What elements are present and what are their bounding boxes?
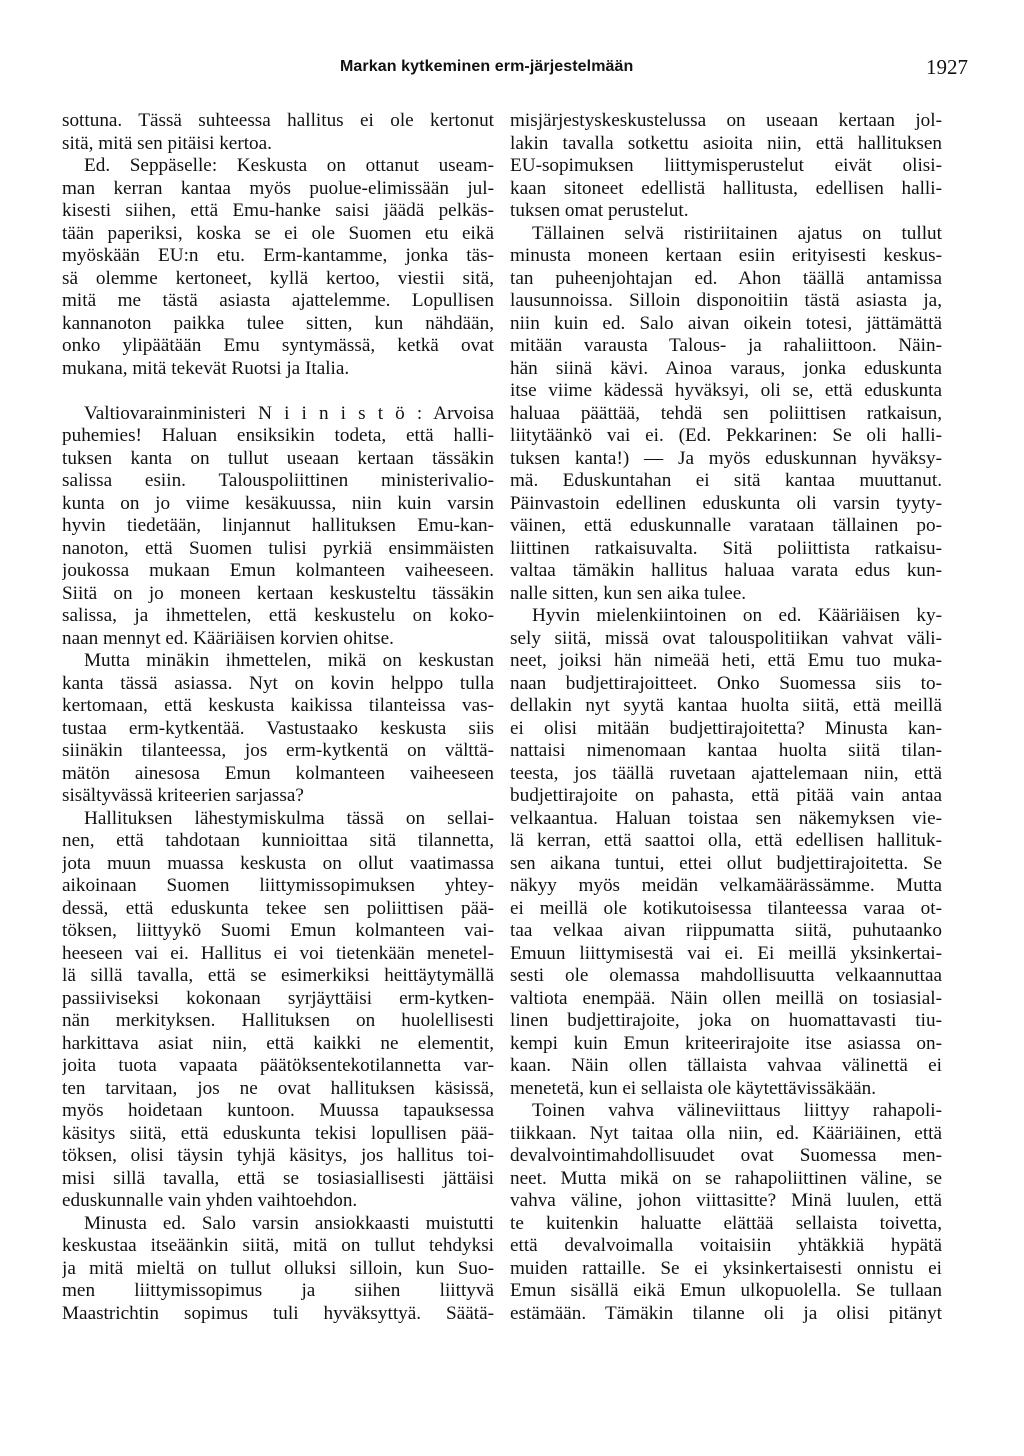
text-line: mitään varausta Talous- ja rahaliittoon. Näin- [510, 335, 942, 356]
text-line: linen budjettirajoite, joka on huomattavasti tiu- [510, 1010, 942, 1031]
text-line: tiikkaan. Nyt taitaa olla niin, ed. Kääriäinen, että [510, 1122, 942, 1144]
text-line: devalvointimahdollisuudet ovat Suomessa men- [510, 1145, 942, 1166]
text-line: valtiota enempää. Näin ollen meillä on tosiasial- [510, 987, 942, 1009]
text-line: hän siinä kävi. Ainoa varaus, jonka eduskunta [510, 357, 942, 379]
text-line: passiiviseksi kokonaan syrjäyttäisi erm-kytken- [62, 987, 494, 1009]
text-line: mukana, mitä tekevät Ruotsi ja Italia. [62, 357, 350, 379]
text-line: Hallituksen lähestymiskulma tässä on sellai- [84, 807, 494, 829]
text-line: budjettirajoite on pahasta, että pitää vain antaa [510, 785, 942, 806]
text-line: sely siitä, missä ovat talouspolitiikan vahvat väli- [510, 627, 942, 649]
text-line: myöskään EU:n etu. Erm-kantamme, jonka täs- [62, 245, 494, 266]
text-line: teesta, jos täällä ruvetaan ajattelemaan niin, että [510, 762, 942, 784]
text-line: jota muun muassa keskusta on ollut vaatimassa [62, 852, 494, 874]
text-line: man kerran kantaa myös puolue-elimissään jul- [62, 177, 494, 199]
text-line: sen aikana tuntui, ettei ollut budjettirajoitetta. Se [510, 852, 942, 874]
left-column [62, 110, 494, 1325]
text-line: vahva väline, johon viittasitte? Minä luulen, että [510, 1190, 942, 1211]
text-line: Toinen vahva välineviittaus liittyy rahapoli- [532, 1100, 942, 1121]
text-line: töksen, olisi täysin tyhjä käsitys, jos hallitus toi- [62, 1145, 494, 1166]
text-line: misjärjestyskeskustelussa on useaan kertaan jol- [510, 110, 942, 131]
text-line: nalle sitten, kun sen aika tulee. [510, 582, 747, 604]
text-line: ten tarvitaan, jos ne ovat hallituksen käsissä, [62, 1077, 494, 1099]
text-line: lakin tavalla sotkettu asioita niin, että hallituksen [510, 132, 942, 154]
text-line: lä sillä tavalla, että se esimerkiksi heittäytymällä [62, 965, 494, 986]
text-line: tuksen kanta on tullut useaan kertaan tässäkin [62, 447, 494, 469]
text-line: aikoinaan Suomen liittymissopimuksen yhtey- [62, 875, 494, 896]
text-line: nen, että tahdotaan kunnioittaa sitä tilannetta, [62, 830, 494, 851]
right-column [510, 110, 942, 1325]
text-line: kaan. Näin ollen tällaista vahvaa välinettä ei [510, 1055, 942, 1076]
text-line: siinäkin tilanteessa, jos erm-kytkentä on välttä- [62, 740, 494, 761]
text-line: taa velkaa aivan riippumatta siitä, puhutaanko [510, 920, 942, 941]
text-line: minusta moneen kertaan esiin erityisesti keskus- [510, 245, 942, 266]
text-line: Päinvastoin edellinen eduskunta oli varsin tyyty- [510, 492, 942, 514]
text-line: sitä, mitä sen pitäisi kertoa. [62, 132, 272, 154]
text-line: liittinen ratkaisuvalta. Sitä poliittista ratkaisu- [510, 537, 942, 559]
text-line: itse viime kädessä hyväksyi, oli se, että eduskunta [510, 380, 942, 401]
text-line: kanta tässä asiassa. Nyt on kovin helppo tulla [62, 672, 494, 694]
text-line: Emuun liittymisestä vai ei. Ei meillä yksinkertai- [510, 942, 942, 964]
text-line: EU-sopimuksen liittymisperustelut eivät olisi- [510, 155, 942, 176]
text-line: mä. Eduskuntahan ei sitä kantaa muuttanut. [510, 470, 942, 491]
text-line: Tällainen selvä ristiriitainen ajatus on tullut [532, 222, 942, 244]
text-line: kertomaan, että keskusta kaikissa tilanteissa vas- [62, 695, 494, 716]
text-line: muiden rattaille. Se ei yksinkertaisesti onnistu ei [510, 1257, 942, 1279]
text-line: naan budjettirajoitteet. Onko Suomessa siis to- [510, 672, 942, 694]
text-line: sä olemme kertoneet, kyllä kertoo, viestii sitä, [62, 267, 494, 289]
text-line: men liittymissopimus ja siihen liittyvä [62, 1280, 494, 1301]
running-title: Markan kytkeminen erm-järjestelmään [340, 58, 634, 75]
text-line: kisesti siihen, että Emu-hanke saisi jäädä pelkäs- [62, 200, 494, 221]
text-line: Hyvin mielenkiintoinen on ed. Kääriäisen ky- [532, 605, 942, 626]
text-line: joita tuota vapaata päätöksentekotilannetta var- [62, 1055, 494, 1076]
text-line: hyvin tiedetään, linjannut hallituksen Emu-kan- [62, 515, 494, 536]
text-line: mitä me tästä asiasta ajattelemme. Lopullisen [62, 290, 494, 311]
text-line: Emun sisällä eikä Emun ulkopuolella. Se tullaan [510, 1280, 942, 1301]
text-line: käsitys siitä, että eduskunta tekisi lopullisen pää- [62, 1122, 494, 1144]
text-line: tään paperiksi, koska se ei ole Suomen etu eikä [62, 222, 494, 244]
text-line: salissa esiin. Talouspoliittinen ministerivalio- [62, 470, 494, 491]
text-line: sisältyvässä kriteerien sarjassa? [62, 785, 304, 806]
text-line: kunta on jo viime kesäkuussa, niin kuin varsin [62, 492, 494, 514]
text-line: mätön ainesosa Emun kolmanteen vaiheeseen [62, 762, 494, 784]
text-line: näkyy myös meidän velkamäärässämme. Mutta [510, 875, 942, 896]
text-line: Valtiovarainministeri N i i n i s t ö : Arvoisa [84, 402, 494, 424]
text-line: neet, joiksi hän nimeää heti, että Emu tuo muka- [510, 650, 942, 671]
text-line: valtaa tämäkin hallitus haluaa varata edus kun- [510, 560, 942, 581]
text-line: te kuitenkin haluatte elättää sellaista toivetta, [510, 1212, 942, 1234]
text-line: myös hoidetaan kuntoon. Muussa tapauksessa [62, 1100, 494, 1121]
text-line: sesti ole olemassa mahdollisuutta velkaannuttaa [510, 965, 942, 986]
text-line: väinen, että eduskunnalle varataan tällainen po- [510, 515, 942, 536]
text-line: että devalvoimalla voitaisiin yhtäkkiä hypätä [510, 1235, 942, 1256]
text-line: Minusta ed. Salo varsin ansiokkaasti muistutti [84, 1212, 494, 1234]
text-line: eduskunnalle vain yhden vaihtoehdon. [62, 1190, 358, 1211]
text-line: lausunnoissa. Silloin disponoitiin tästä asiasta ja, [510, 290, 942, 311]
text-line: Ed. Seppäselle: Keskusta on ottanut useam- [84, 155, 494, 176]
text-line: nattaisi nimenomaan kantaa huolta siitä tilan- [510, 740, 942, 761]
text-line: dellakin nyt syytä kantaa huolta siitä, että meillä [510, 695, 942, 716]
text-line: harkittava asiat niin, että kaikki ne elementit, [62, 1032, 494, 1054]
text-line: lä kerran, että saattoi olla, että edellisen hallituk- [510, 830, 942, 851]
text-line: tuksen kanta!) — Ja myös eduskunnan hyväksy- [510, 447, 942, 469]
text-line: salissa, ja ihmettelen, että keskustelu on koko- [62, 605, 494, 626]
text-line: dessä, että eduskunta tekee sen poliittisen pää- [62, 897, 494, 919]
text-line: liitytäänkö vai ei. (Ed. Pekkarinen: Se oli halli- [510, 425, 942, 446]
text-line: tuksen omat perustelut. [510, 200, 689, 221]
text-line: menetetä, kun ei sellaista ole käytettävissäkään. [510, 1077, 877, 1099]
text-line: neet. Mutta mikä on se rahapoliittinen väline, se [510, 1167, 942, 1189]
text-line: nän merkityksen. Hallituksen on huolellisesti [62, 1010, 494, 1031]
text-line: ei meillä ole kotikutoisessa tilanteessa varaa ot- [510, 897, 942, 919]
page-number: 1927 [926, 55, 968, 79]
text-line: estämään. Tämäkin tilanne oli ja olisi pitänyt [510, 1302, 942, 1324]
text-line: onko ylipäätään Emu syntymässä, ketkä ovat [62, 335, 494, 356]
text-line: naan mennyt ed. Kääriäisen korvien ohitse. [62, 627, 394, 649]
text-line: heeseen vai ei. Hallitus ei voi tietenkään menetel- [62, 942, 494, 964]
text-line: Mutta minäkin ihmettelen, mikä on keskustan [84, 650, 494, 671]
text-line: tan puheenjohtajan ed. Ahon täällä antamissa [510, 267, 942, 289]
text-line: nanoton, että Suomen tulisi pyrkiä ensimmäisten [62, 537, 494, 559]
text-line: ei olisi mitään budjettirajoitetta? Minusta kan- [510, 717, 942, 739]
text-line: kannanoton paikka tulee sitten, kun nähdään, [62, 312, 494, 334]
text-line: kempi kuin Emun kriteerirajoite itse asiassa on- [510, 1032, 942, 1054]
text-line: tustaa erm-kytkentää. Vastustaako keskusta siis [62, 717, 494, 739]
text-line: niin kuin ed. Salo aivan oikein totesi, jättämättä [510, 312, 942, 334]
text-line: ja mitä mieltä on tullut olluksi silloin, kun Suo- [62, 1257, 494, 1279]
text-line: töksen, liittyykö Suomi Emun kolmanteen vai- [62, 920, 494, 941]
text-line: kaan sitoneet edellistä hallitusta, edellisen halli- [510, 177, 942, 199]
text-line: Maastrichtin sopimus tuli hyväksyttyä. Säätä- [62, 1302, 494, 1324]
text-line: joukossa mukaan Emun kolmanteen vaiheeseen. [62, 560, 494, 581]
text-line: misi sillä tavalla, että se tosiasiallisesti jättäisi [62, 1167, 494, 1189]
paragraph-gap [62, 380, 494, 403]
text-line: haluaa päättää, tehdä sen poliittisen ratkaisun, [510, 402, 942, 424]
text-line: sottuna. Tässä suhteessa hallitus ei ole kertonut [62, 110, 494, 131]
text-line: Siitä on jo moneen kertaan keskusteltu tässäkin [62, 582, 494, 604]
text-line: keskustaa itseäänkin siitä, mitä on tullut tehdyksi [62, 1235, 494, 1256]
text-line: velkaantua. Haluan toistaa sen näkemyksen vie- [510, 807, 942, 829]
text-line: puhemies! Haluan ensiksikin todeta, että halli- [62, 425, 494, 446]
